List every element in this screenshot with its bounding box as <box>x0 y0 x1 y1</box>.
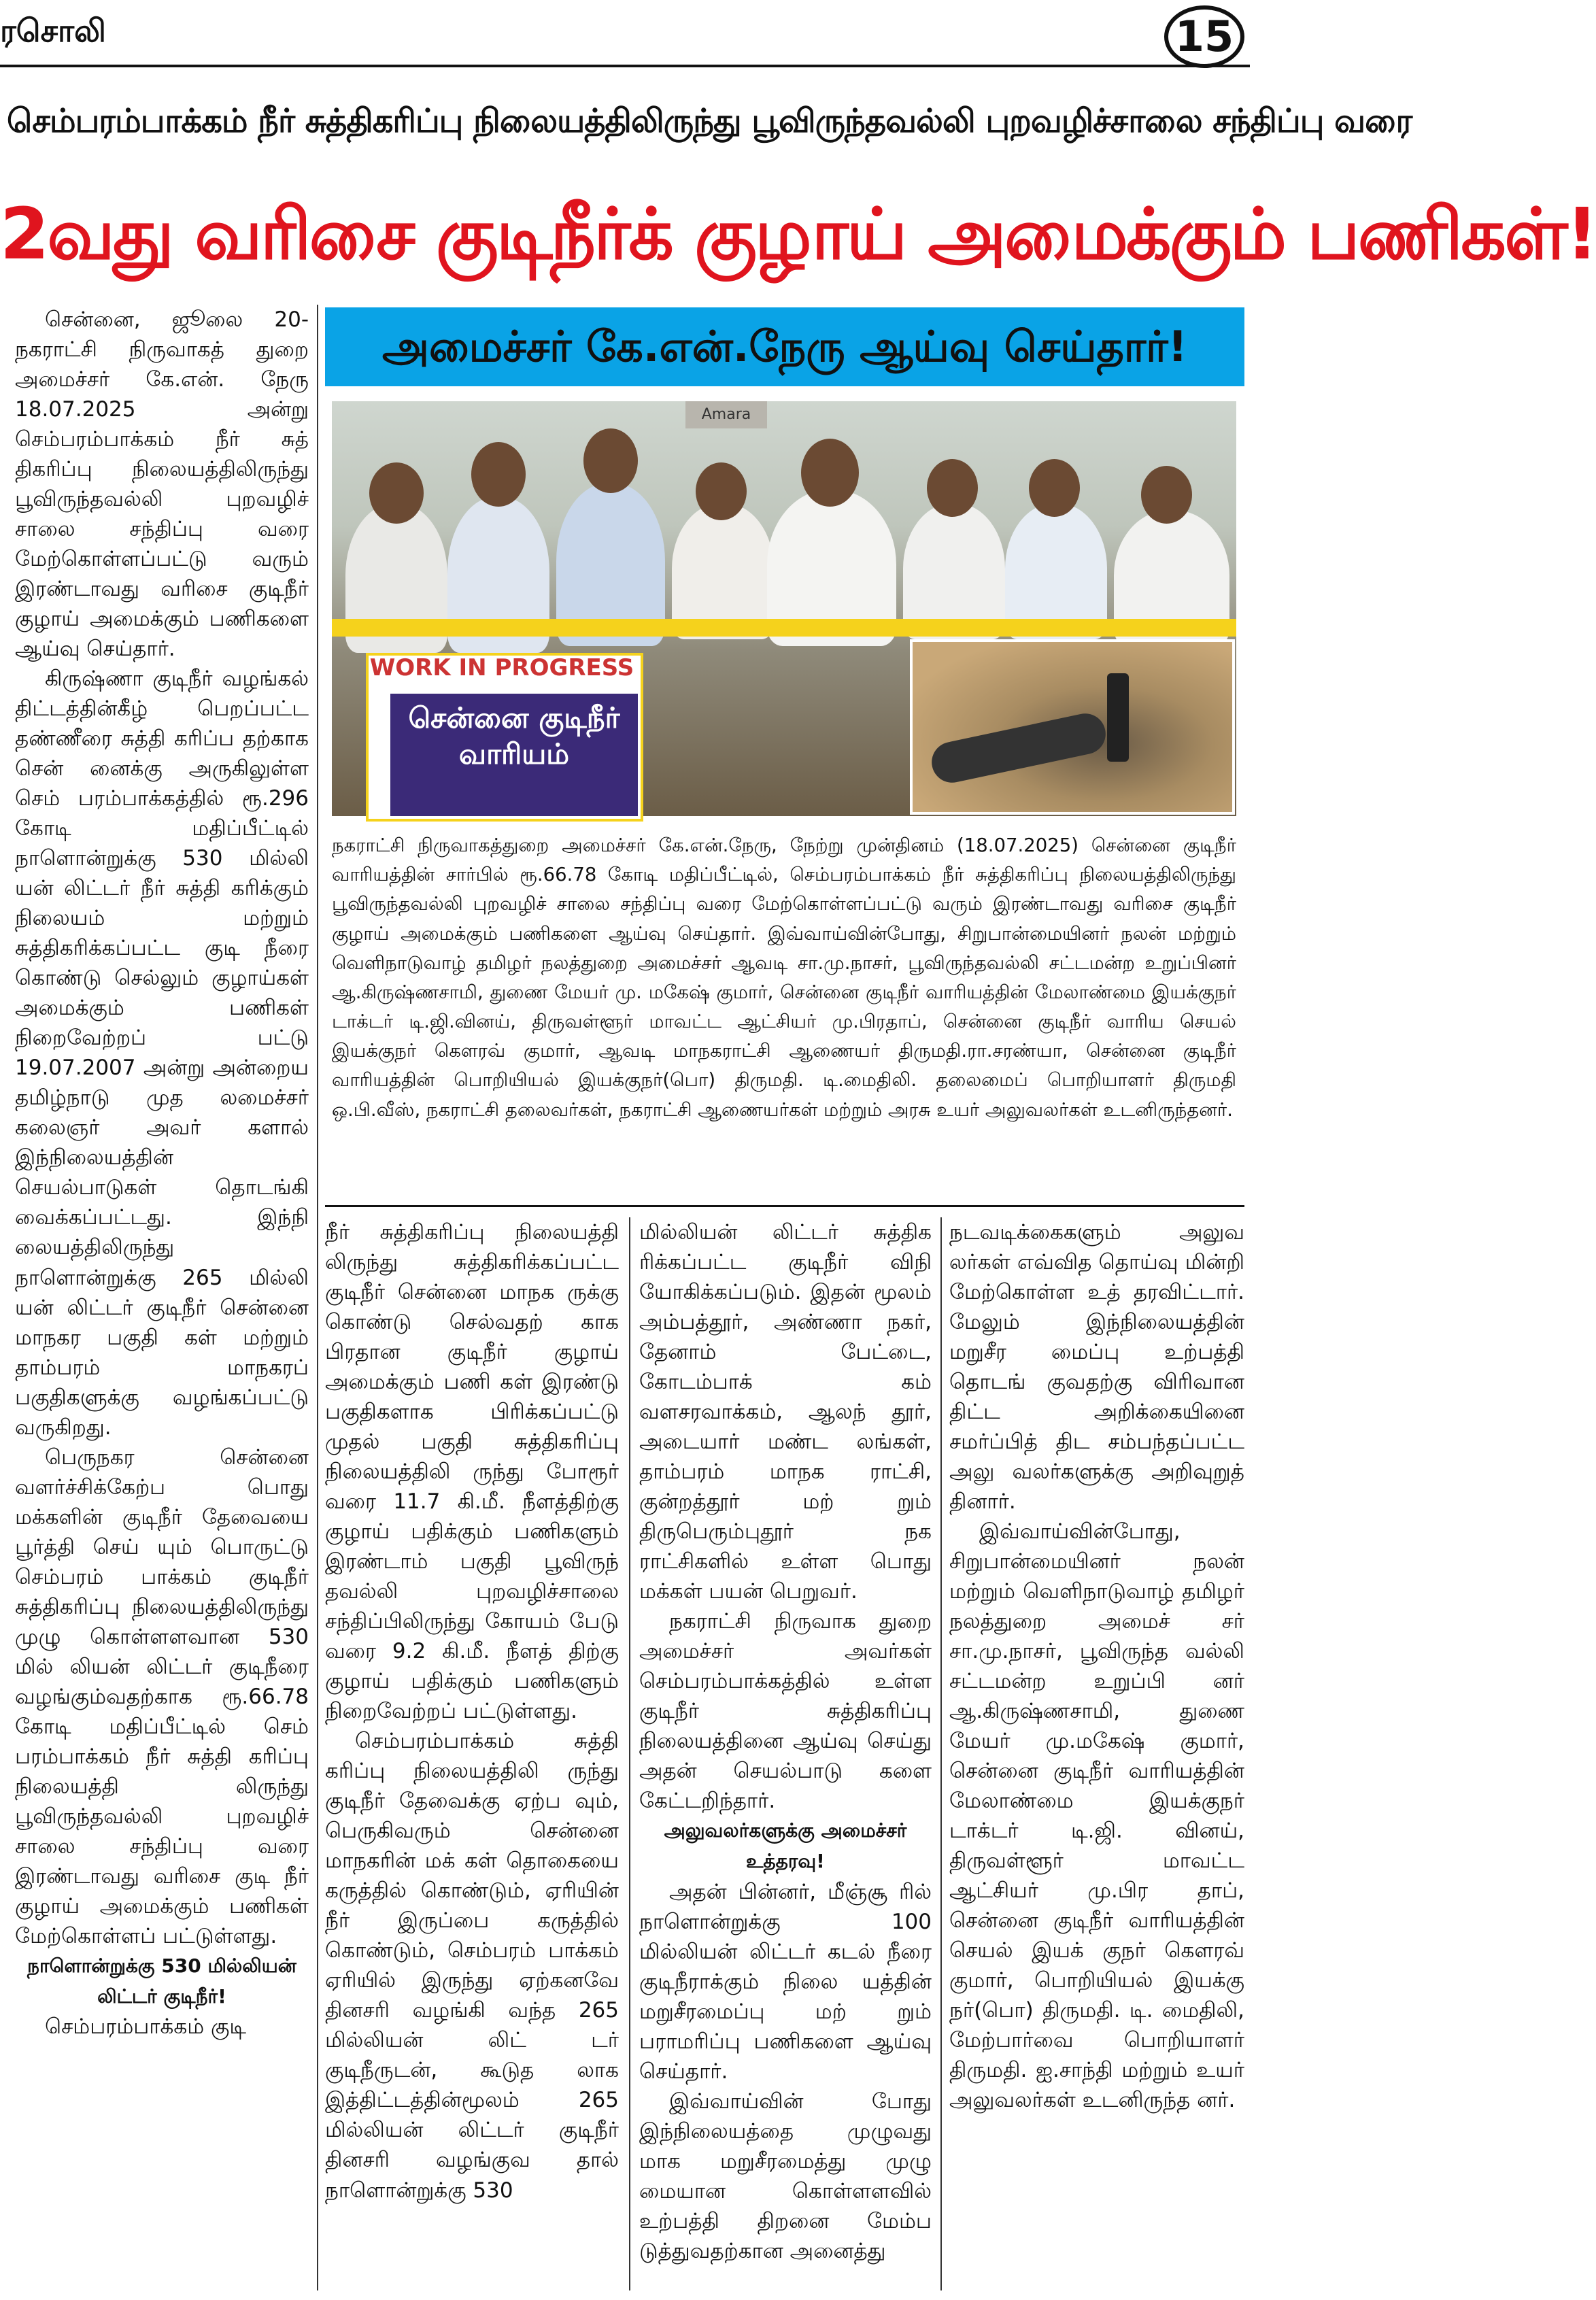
article-column-2 <box>325 1217 619 2205</box>
article-paragraph: செம்பரம்பாக்கம் சுத்தி கரிப்பு நிலையத்திலி ருந்து குடிநீர் தேவைக்கு ஏற்ப வும், பெருகிவரும் சென்னை மாநகரின் மக் கள் தொகையை கருத்தில் கொண்டும், ஏரியின் நீர் இருப்பை கருத்தில் கொண்டும், செம்பரம் பாக்கம் ஏரியில் இருந்து ஏற்கனவே தினசரி வழங்கி வந்த 265 மில்லியன் லிட் டர் குடிநீருடன், கூடுத லாக இத்திட்டத்தின்மூலம் 265 மில்லியன் லிட்டர் குடிநீர் தினசரி வழங்குவ தால் நாளொன்றுக்கு 530 <box>325 1729 619 2203</box>
article-paragraph: கிருஷ்ணா குடிநீர் வழங்கல் திட்டத்தின்கீழ் பெறப்பட்ட தண்ணீரை சுத்தி கரிப்ப தற்காக சென் னைக்கு அருகிலுள்ள செம் பரம்பாக்கத்தில் ரூ.296 கோடி மதிப்பீட்டில் நாளொன்றுக்கு 530 மில்லி யன் லிட்டர் நீர் சுத்தி கரிக்கும் நிலையம் மற்றும் சுத்திகரிக்கப்பட்ட குடி நீரை கொண்டு செல்லும் குழாய்கள் அமைக்கும் பணிகள் நிறைவேற்றப் பட்டு 19.07.2007 அன்று அன்றைய தமிழ்நாடு முத லமைச்சர் கலைஞர் அவர் களால் இந்நிலையத்தின் செயல்பாடுகள் தொடங்கி வைக்கப்பட்டது. இந்நி லையத்திலிருந்து நாளொன்றுக்கு 265 மில்லி யன் லிட்டர் குடிநீர் சென்னை மாநகர பகுதி கள் மற்றும் தாம்பரம் மாநகரப் பகுதிகளுக்கு வழங்கப்பட்டு வருகிறது. <box>15 666 309 1440</box>
article-paragraph: நடவடிக்கைகளும் அலுவ லர்கள் எவ்வித தொய்வு மின்றி மேற்கொள்ள உத் தரவிட்டார். மேலும் இந்நிலையத்தின் மறுசீர மைப்பு உற்பத்தி தொடங் குவதற்கு விரிவான திட்ட அறிக்கையினை சமர்ப்பித் திட சம்பந்தப்பட்ட அலு வலர்களுக்கு அறிவுறுத் தினார். <box>949 1220 1244 1515</box>
work-sign-title: WORK IN PROGRESS <box>369 654 634 681</box>
header-rule <box>0 65 1250 67</box>
section-subheading: அலுவலர்களுக்கு அமைச்சர் உத்தரவு! <box>664 1819 907 1873</box>
water-board-sign-text: சென்னை குடிநீர் வாரியம் <box>408 701 620 771</box>
building-sign <box>685 401 767 428</box>
article-paragraph: சென்னை, ஜூலை 20- நகராட்சி நிருவாகத் துறை அமைச்சர் கே.என். நேரு 18.07.2025 அன்று செம்பரம்பாக்கம் நீர் சுத் திகரிப்பு நிலையத்திலிருந்து பூவிருந்தவல்லி புறவழிச் சாலை சந்திப்பு வரை மேற்கொள்ளப்பட்டு வரும் இரண்டாவது வரிசை குடிநீர் குழாய் அமைக்கும் பணிகளை ஆய்வு செய்தார். <box>15 307 309 662</box>
building-sign-text: Amara <box>701 406 751 423</box>
subheadline: செம்பரம்பாக்கம் நீர் சுத்திகரிப்பு நிலையத்திலிருந்து பூவிருந்தவல்லி புறவழிச்சாலை சந்திப்பு வரை <box>7 102 1412 140</box>
valve-shape <box>1107 673 1129 762</box>
article-paragraph: பெருநகர சென்னை வளர்ச்சிக்கேற்ப பொது மக்களின் குடிநீர் தேவையை பூர்த்தி செய் யும் பொருட்டு செம்பரம் பாக்கம் குடிநீர் சுத்திகரிப்பு நிலையத்திலிருந்து முழு கொள்ளளவான 530 மில் லியன் லிட்டர் குடிநீரை வழங்கும்வதற்காக ரூ.66.78 கோடி மதிப்பீட்டில் செம் பரம்பாக்கம் நீர் சுத்தி கரிப்பு நிலையத்தி லிருந்து பூவிருந்தவல்லி புறவழிச் சாலை சந்திப்பு வரை இரண்டாவது வரிசை குடி நீர் குழாய் அமைக்கும் பணிகள் மேற்கொள்ளப் பட்டுள்ளது. <box>15 1444 309 1948</box>
news-photo <box>332 401 1236 816</box>
article-paragraph: அதன் பின்னர், மீஞ்சூ ரில் நாளொன்றுக்கு 100 மில்லியன் லிட்டர் கடல் நீரை குடிநீராக்கும் நிலை யத்தின் மறுசீரமைப்பு மற் றும் பராமரிப்பு பணிகளை ஆய்வு செய்தார். <box>639 1879 932 2084</box>
person-head <box>927 459 978 517</box>
banner-title: அமைச்சர் கே.என்.நேரு ஆய்வு செய்தார்! <box>382 322 1187 371</box>
photo-caption: நகராட்சி நிருவாகத்துறை அமைச்சர் கே.என்.நேரு, நேற்று முன்தினம் (18.07.2025) சென்னை குடிநீர் வாரியத்தின் சார்பில் ரூ.66.78 கோடி மதிப்பீட்டில், செம்பரம்பாக்கம் நீர் சுத்திகரிப்பு நிலையத்திலிருந்து பூவிருந்தவல்லி புறவழிச் சாலை சந்திப்பு வரை மேற்கொள்ளப்பட்டு வரும் இரண்டாவது வரிசை குடிநீர் குழாய் அமைக்கும் பணிகளை ஆய்வு செய்தார். இவ்வாய்வின்போது, சிறுபான்மையினர் நலன் மற்றும் வெளிநாடுவாழ் தமிழர் நலத்துறை அமைச்சர் ஆவடி சா.மு.நாசர், பூவிருந்தவல்லி சட்டமன்ற உறுப்பினர் ஆ.கிருஷ்ணசாமி, துணை மேயர் மு. மகேஷ் குமார், சென்னை குடிநீர் வாரியத்தின் மேலாண்மை இயக்குநர் டாக்டர் டி.ஜி.வினய், திருவள்ளூர் மாவட்ட ஆட்சியர் மு.பிரதாப், சென்னை குடிநீர் வாரிய செயல் இயக்குநர் கௌரவ் குமார், ஆவடி மாநகராட்சி ஆணையர் திருமதி.ரா.சரண்யா, சென்னை குடிநீர் வாரியத்தின் பொறியியல் இயக்குநர்(பொ) திருமதி. டி.மைதிலி. தலைமைப் பொறியாளர் திருமதி ஒ.பி.வீஸ், நகராட்சி தலைவர்கள், நகராட்சி ஆணையர்கள் மற்றும் அரசு உயர் அலுவலர்கள் உடனிருந்தனர். <box>332 834 1236 1121</box>
article-column-1 <box>15 305 309 2042</box>
person-head <box>696 462 747 520</box>
headline: 2வது வரிசை குடிநீர்க் குழாய் அமைக்கும் பணிகள்! <box>0 192 1596 275</box>
article-paragraph: இவ்வாய்வின்போது, சிறுபான்மையினர் நலன் மற்றும் வெளிநாடுவாழ் தமிழர் நலத்துறை அமைச் சர் சா.மு.நாசர், பூவிருந்த வல்லி சட்டமன்ற உறுப்பி னர் ஆ.கிருஷ்ணசாமி, துணை மேயர் மு.மகேஷ் குமார், சென்னை குடிநீர் வாரியத்தின் மேலாண்மை இயக்குநர் டாக்டர் டி.ஜி. வினய், திருவள்ளூர் மாவட்ட ஆட்சியர் மு.பிர தாப், சென்னை குடிநீர் வாரியத்தின் செயல் இயக் குநர் கௌரவ் குமார், பொறியியல் இயக்கு நர்(பொ) திருமதி. டி. மைதிலி, மேற்பார்வை பொறியாளர் திருமதி. ஐ.சாந்தி மற்றும் உயர் அலுவலர்கள் உடனிருந்த னர். <box>949 1519 1244 2113</box>
person-head <box>471 442 526 507</box>
article-paragraph: மில்லியன் லிட்டர் சுத்திக ரிக்கப்பட்ட குடிநீர் விநி யோகிக்கப்படும். இதன் மூலம் அம்பத்தூர், அண்ணா நகர், தேனாம் பேட்டை, கோடம்பாக் கம் வளசரவாக்கம், ஆலந் தூர், அடையார் மண்ட லங்கள், தாம்பரம் மாநக ராட்சி, குன்றத்தூர் மற் றும் திருபெரும்புதூர் நக ராட்சிகளில் உள்ள பொது மக்கள் பயன் பெறுவர். <box>639 1220 932 1604</box>
column-divider <box>940 1217 942 2290</box>
person-head <box>1029 459 1080 517</box>
caption-rule <box>325 1205 1244 1207</box>
article-column-4 <box>949 1217 1244 2115</box>
article-paragraph: நீர் சுத்திகரிப்பு நிலையத்தி லிருந்து சுத்திகரிக்கப்பட்ட குடிநீர் சென்னை மாநக ருக்கு கொண்டு செல்வதற் காக பிரதான குடிநீர் குழாய் அமைக்கும் பணி கள் இரண்டு பகுதிகளாக பிரிக்கப்பட்டு முதல் பகுதி சுத்திகரிப்பு நிலையத்திலி ருந்து போரூர் வரை 11.7 கி.மீ. நீளத்திற்கு குழாய் பதிக்கும் பணிகளும் இரண்டாம் பகுதி பூவிருந் தவல்லி புறவழிச்சாலை சந்திப்பிலிருந்து கோயம் பேடு வரை 9.2 கி.மீ. நீளத் திற்கு குழாய் பதிக்கும் பணிகளும் நிறைவேற்றப் பட்டுள்ளது. <box>325 1220 619 1724</box>
article-paragraph: செம்பரம்பாக்கம் குடி <box>45 2014 247 2040</box>
article-paragraph: இவ்வாய்வின் போது இந்நிலையத்தை முழுவது மாக மறுசீரமைத்து முழு மையான கொள்ளளவில் உற்பத்தி திறனை மேம்ப டுத்துவதற்கான அனைத்து <box>639 2089 932 2264</box>
yellow-barrier <box>332 619 1236 637</box>
article-column-3 <box>639 1217 932 2266</box>
column-divider <box>317 305 318 2290</box>
person-head <box>583 428 638 493</box>
page-number-badge: 15 <box>1164 5 1244 68</box>
article-paragraph: நகராட்சி நிருவாக துறை அமைச்சர் அவர்கள் செம்பரம்பாக்கத்தில் உள்ள குடிநீர் சுத்திகரிப்பு நிலையத்தினை ஆய்வு செய்து அதன் செயல்பாடு களை கேட்டறிந்தார். <box>639 1609 932 1814</box>
section-subheading: நாளொன்றுக்கு 530 மில்லியன் லிட்டர் குடிநீர்! <box>27 1954 296 2008</box>
masthead: ரசொலி <box>0 12 106 49</box>
column-divider <box>629 1217 630 2290</box>
person-head <box>801 439 859 507</box>
person-head <box>1141 466 1192 524</box>
person-head <box>369 462 424 524</box>
